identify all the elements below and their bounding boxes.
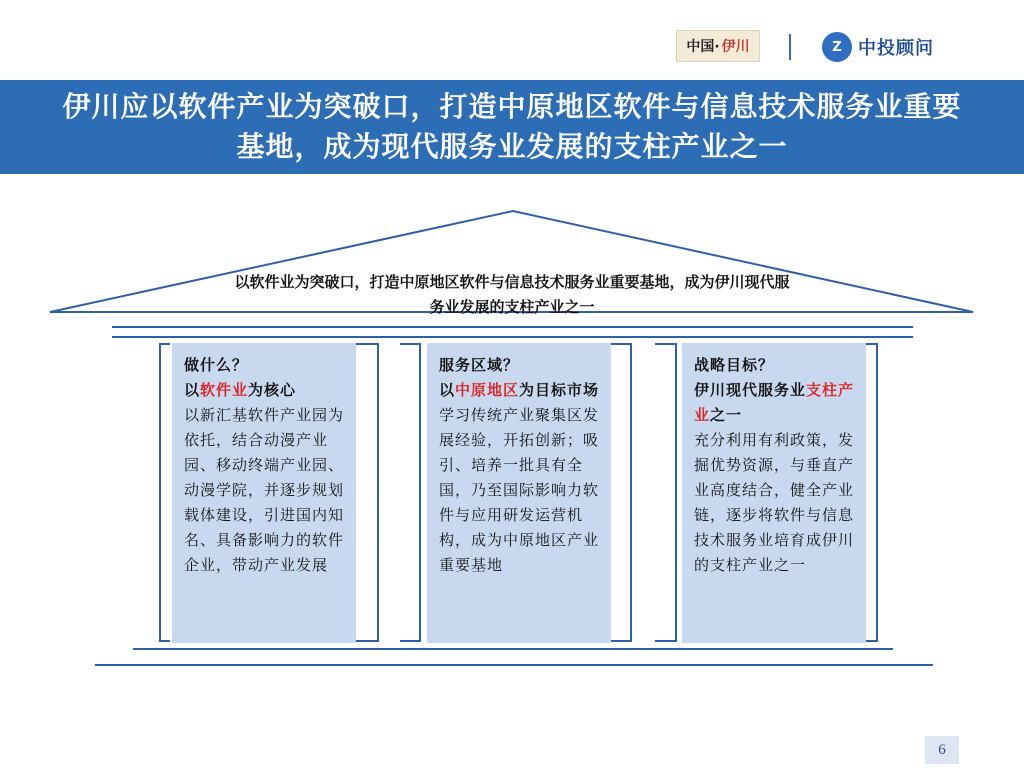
pillar-strategic-goal [682, 343, 866, 643]
slide-title: 伊川应以软件产业为突破口，打造中原地区软件与信息技术服务业重要基地，成为现代服务业发展的支柱产业之一 [62, 90, 962, 163]
pillar-body: 充分利用有利政策，发掘优势资源，与垂直产业高度结合，健全产业链，逐步将软件与信息技术服务业培育成伊川的支柱产业之一 [694, 431, 855, 574]
pillar-bracket-left-2 [400, 344, 420, 641]
pillar-highlight: 中原地区 [455, 381, 520, 399]
pillar-question: 做什么？ [184, 356, 249, 374]
pillar-body: 以新汇基软件产业园为依托，结合动漫产业园、移动终端产业园、动漫学院，并逐步规划载体建设，引进国内知名、具备影响力的软件企业，带动产业发展 [184, 406, 345, 574]
pillar-bracket-right-2 [611, 344, 631, 641]
pillar-question: 战略目标？ [694, 356, 775, 374]
pillar-headline: 伊川现代服务业支柱产业之一 [694, 381, 855, 424]
pillar-highlight: 软件业 [200, 381, 249, 399]
zhongtou-logo-text: 中投顾问 [858, 38, 934, 59]
pillar-bracket-left-1 [160, 344, 170, 641]
pillar-headline: 以中原地区为目标市场 [439, 381, 600, 399]
yichuan-logo: 中国· 伊川 [676, 30, 760, 62]
pillar-highlight: 支柱产业 [694, 381, 855, 424]
page-number: 6 [925, 736, 959, 764]
pillar-headline: 以软件业为核心 [184, 381, 297, 399]
pillar-what [172, 343, 356, 643]
pillar-service-area [427, 343, 611, 643]
pillar-bracket-right-1 [356, 344, 378, 641]
pillar-bracket-left-3 [655, 344, 676, 641]
zhongtou-logo-icon: Z [822, 32, 852, 62]
pillar-question: 服务区域？ [439, 356, 520, 374]
pillar-body: 学习传统产业聚集区发展经验，开拓创新；吸引、培养一批具有全国，乃至国际影响力软件与应用研发运营机构，成为中原地区产业重要基地 [439, 406, 600, 574]
roof-statement: 以软件业为突破口，打造中原地区软件与信息技术服务业重要基地，成为伊川现代服务业发展的支柱产业之一 [234, 273, 790, 316]
